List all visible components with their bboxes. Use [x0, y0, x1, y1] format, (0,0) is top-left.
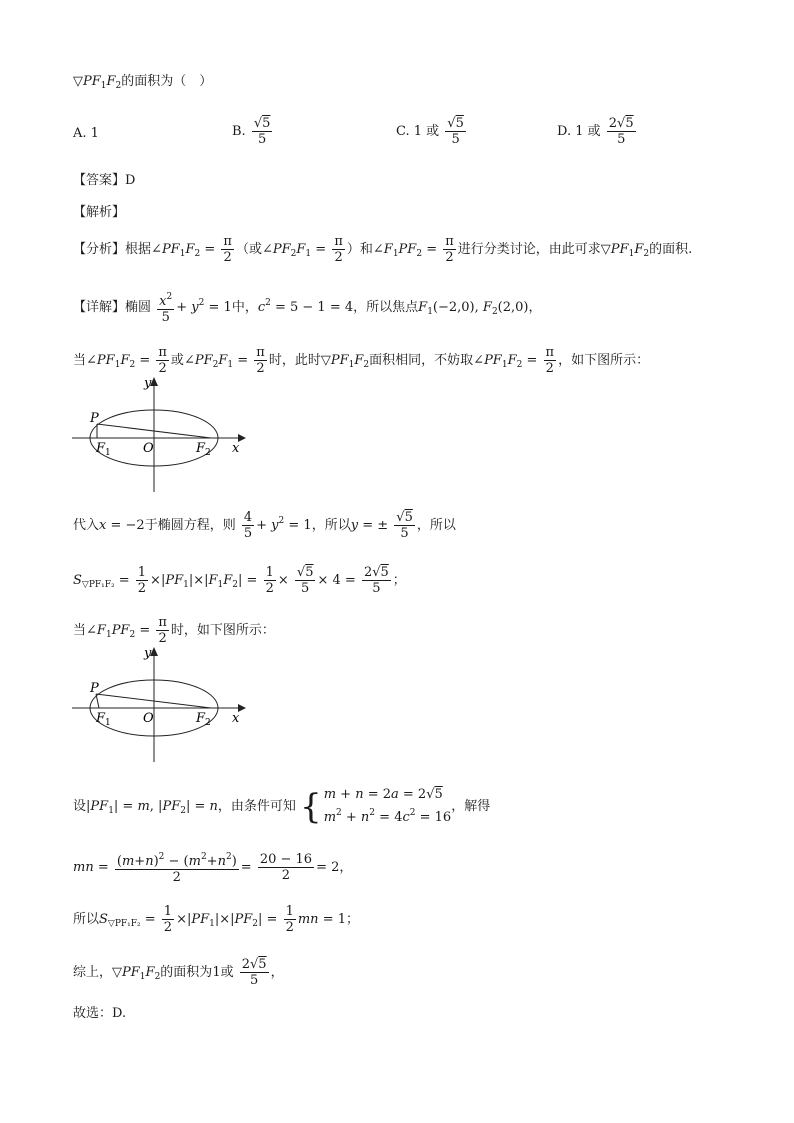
- area1-line: $S_{▽PF_1F_2}$ = $\frac{1}{2}$ $\times|PF_1|\times|F_1F_2|$ = $\frac{1}{2}$ × $\frac{√5}{5}$ × 4 = $\frac{2√5}{5}$ ；: [73, 565, 406, 596]
- label-f1: F: [96, 711, 106, 726]
- final-line: 故选：D.: [73, 1006, 127, 1021]
- fraction-2sqrt5-over-5: $\frac{2√5}{5}$: [608, 116, 634, 147]
- label-y: y: [144, 376, 152, 391]
- stem-tail-text: 的面积为（ ）: [121, 74, 213, 89]
- label-f2-sub: 2: [205, 448, 211, 458]
- xiangjie-line: 【详解】椭圆 $\frac{x^2}{5}$ + $y^2 = 1$中，$c^2 = 5 - 1 = 4$，所以焦点$F_1(-2,0)$, $F_2(2,0)$，: [73, 292, 542, 325]
- option-c: C. 1 或 $\frac{√5}{5}$: [396, 116, 464, 147]
- analysis-tag: 【解析】: [73, 205, 126, 220]
- setvars-line: 设$|PF_1| = m$, $|PF_2| = n$，由条件可知 { m + n = 2a = 2√5 $m^2 + n^2 = 4c^2 = 16$ ，解得: [73, 786, 491, 827]
- segment-pf1: [96, 694, 99, 708]
- fenxi-line: 【分析】根据$\angle PF_1F_2$ = $\frac{\pi}{2}$ （或$\angle PF_2F_1$ = $\frac{\pi}{2}$ ）和$\angle F_1PF_2$ = $\frac{\pi}{2}$ 进行分类讨论，由此可求$▽PF_1F_2$的面积.: [73, 234, 693, 265]
- fraction-sqrt5-over-5: $\frac{√5}{5}$: [253, 116, 271, 147]
- label-y: y: [144, 646, 152, 661]
- option-b: B. $\frac{√5}{5}$: [232, 116, 271, 147]
- label-o: O: [143, 711, 154, 726]
- label-p: P: [90, 411, 99, 426]
- case2-line: 当$\angle F_1PF_2$ = $\frac{\pi}{2}$ 时，如下图所示：: [73, 615, 275, 646]
- triangle-pf1f2: $▽PF_1F_2$: [73, 74, 122, 91]
- label-f1-sub: 1: [105, 718, 111, 728]
- label-f2: F: [196, 711, 206, 726]
- case1-line: 当$\angle PF_1F_2$ = $\frac{\pi}{2}$ 或$\angle PF_2F_1$ = $\frac{\pi}{2}$ 时，此时$▽PF_1F_2$面积相同，不妨取$\angle PF_1F_2$ = $\frac{\pi}{2}$ ，如下图所示：: [73, 345, 650, 376]
- option-d: D. 1 或 $\frac{2√5}{5}$: [557, 116, 634, 147]
- answer-tag: 【答案】: [73, 173, 126, 188]
- equation-system: { m + n = 2a = 2√5 $m^2 + n^2 = 4c^2 = 16$: [300, 786, 452, 827]
- ellipse-figure-1: [70, 372, 250, 494]
- fraction-sqrt5-over-5: $\frac{√5}{5}$: [447, 116, 464, 147]
- label-p: P: [90, 681, 99, 696]
- area2-line: 所以$S_{▽PF_1F_2}$ = $\frac{1}{2}$ $\times|PF_1|\times|PF_2|$ = $\frac{1}{2}$ mn = 1；: [73, 904, 360, 935]
- label-f2: F: [196, 441, 206, 456]
- label-x: x: [232, 711, 240, 726]
- answer-line: [73, 172, 135, 190]
- question-stem: [73, 73, 212, 95]
- label-f2-sub: 2: [205, 718, 211, 728]
- option-a: A. 1: [73, 126, 99, 141]
- label-f1-sub: 1: [105, 448, 111, 458]
- label-o: O: [143, 441, 154, 456]
- label-f1: F: [96, 441, 106, 456]
- analysis-line: [73, 204, 125, 222]
- summary-line: 综上，$▽PF_1F_2$的面积为1或 $\frac{2√5}{5}$ ，: [73, 957, 284, 988]
- ellipse-figure-2: [70, 642, 250, 764]
- label-x: x: [232, 441, 240, 456]
- substitute-line: 代入x = −2于椭圆方程，则 $\frac{4}{5}$ + $y^2 = 1$，所以y = ± $\frac{√5}{5}$ ，所以: [73, 510, 456, 541]
- answer-value: D: [125, 173, 136, 188]
- mn-line: mn = $\frac{(m+n)^2 - (m^2+n^2)}{2}$ = $\frac{20 - 16}{2}$ = 2，: [73, 852, 353, 885]
